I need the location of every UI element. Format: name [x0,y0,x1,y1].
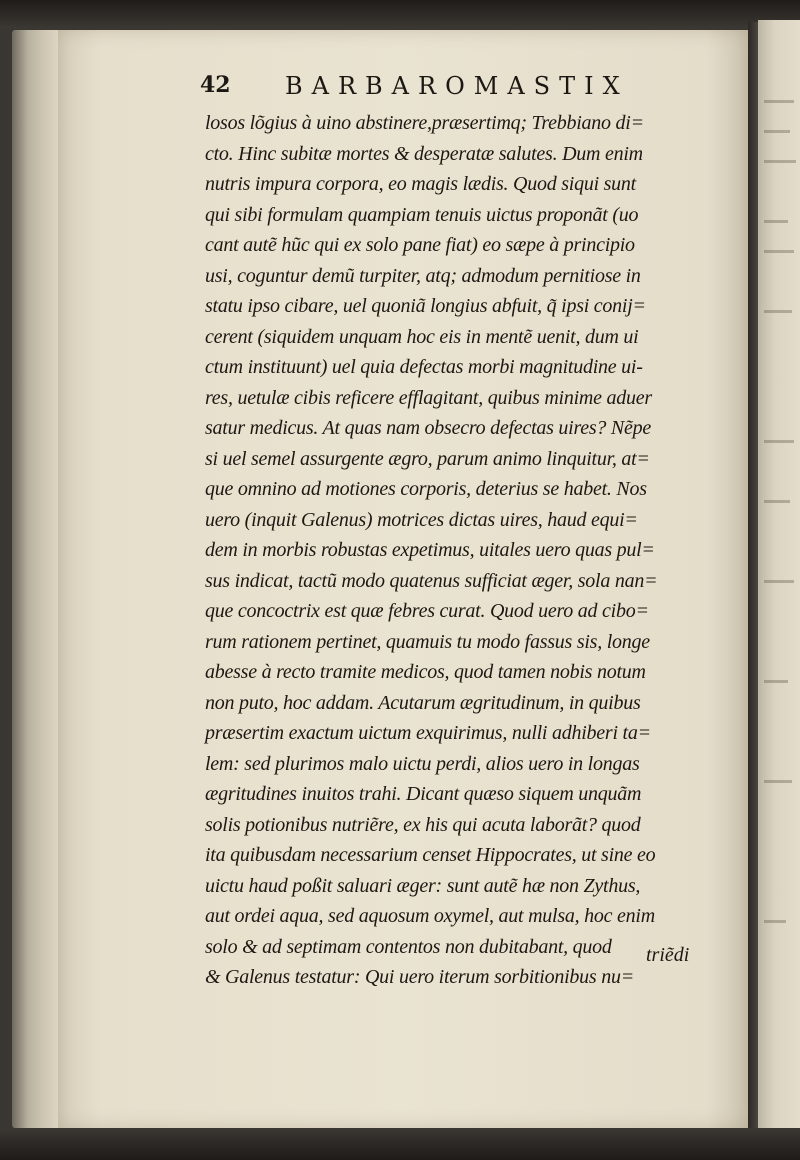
text-line: abesse à recto tramite medicos, quod tamen nobis notum [205,661,646,683]
book-gutter [748,22,758,1132]
scan-background-bottom [0,1128,800,1160]
bleed-through-mark [764,780,792,783]
text-line: res, uetulæ cibis reficere efflagitant, quibus minime aduer [205,386,652,409]
text-line: ita quibusdam necessarium censet Hippocrates, ut sine eo [205,844,656,866]
text-line: solo & ad septimam contentos non dubitabant, quod [205,935,612,958]
page-header [200,72,660,106]
text-line: uictu haud poßit saluari æger: sunt autẽ hæ non Zythus, [205,874,641,897]
text-line: nutris impura corpora, eo magis lædis. Quod siqui sunt [205,173,636,195]
text-line: uero (inquit Galenus) motrices dictas uires, haud equi= [205,508,638,531]
text-line: qui sibi formulam quampiam tenuis uictus proponãt (uo [205,203,639,226]
page-number: 42 [200,72,231,98]
text-line: lem: sed plurimos malo uictu perdi, alios uero in longas [205,752,640,775]
bleed-through-mark [764,920,786,923]
bleed-through-mark [764,440,794,443]
bleed-through-mark [764,680,788,683]
bleed-through-mark [764,160,796,163]
text-line: ægritudines inuitos trahi. Dicant quæso siquem unquãm [205,783,642,805]
bleed-through-mark [764,500,790,503]
text-line: præsertim exactum uictum exquirimus, nulli adhiberi ta= [205,722,651,744]
text-line: aut ordei aqua, sed aquosum oxymel, aut mulsa, hoc enim [205,905,655,927]
book-edge-left [12,30,58,1128]
text-line: satur medicus. At quas nam obsecro defectas uires? Nẽpe [205,417,652,439]
text-line: statu ipso cibare, uel quoniã longius abfuit, q̃ ipsi conij= [205,295,646,317]
text-line: cto. Hinc subitæ mortes & desperatæ salutes. Dum enim [205,142,643,165]
bleed-through-mark [764,130,790,133]
text-line: & Galenus testatur: Qui uero iterum sorbitionibus nu= [205,966,634,988]
text-line: ctum instituunt) uel quia defectas morbi magnitudine ui- [205,356,643,378]
facing-page-edge [758,20,800,1132]
text-line: cant autẽ hũc qui ex solo pane fiat) eo sæpe à principio [205,234,635,256]
catchword: triẽdi [646,944,690,966]
scan-background-top [0,0,800,28]
text-line: rum rationem pertinet, quamuis tu modo fassus sis, longe [205,630,650,653]
text-line: usi, coguntur demũ turpiter, atq; admodum pernitiose in [205,264,641,287]
text-line: cerent (siquidem unquam hoc eis in mentẽ uenit, dum ui [205,325,639,348]
bleed-through-mark [764,220,788,223]
text-line: que concoctrix est quæ febres curat. Quod uero ad cibo= [205,600,649,622]
bleed-through-mark [764,250,794,253]
text-line: que omnino ad motiones corporis, deterius se habet. Nos [205,478,647,500]
running-head: BARBAROMASTIX [285,72,629,100]
body-text [205,108,713,993]
text-line: si uel semel assurgente ægro, parum animo linquitur, at= [205,447,650,470]
bleed-through-mark [764,310,792,313]
text-line: sus indicat, tactũ modo quatenus sufficiat æger, sola nan= [205,569,658,592]
bleed-through-mark [764,580,794,583]
text-line: non puto, hoc addam. Acutarum ægritudinum, in quibus [205,691,641,714]
text-line: solis potionibus nutriẽre, ex his qui acuta laborãt? quod [205,813,641,836]
bleed-through-mark [764,100,794,103]
text-line: losos lõgius à uino abstinere,præsertimq; Trebbiano di= [205,112,644,134]
text-line: dem in morbis robustas expetimus, uitales uero quas pul= [205,539,655,561]
